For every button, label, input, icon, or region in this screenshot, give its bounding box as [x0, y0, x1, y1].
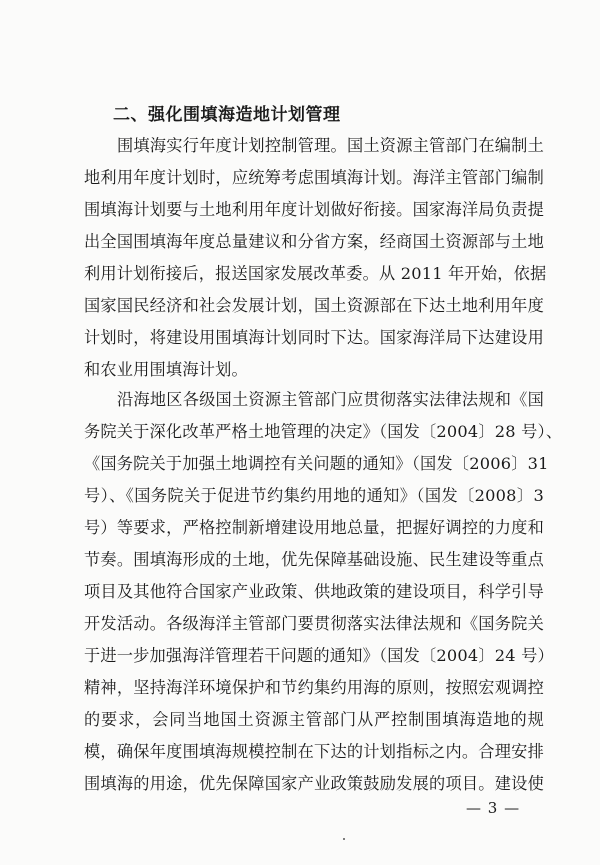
paragraph-1-line-5: 利用计划衔接后，报送国家发展改革委。从 2011 年开始，依据 — [84, 264, 547, 283]
page-number: — 3 — — [466, 799, 521, 817]
paragraph-2-line-8: 开发活动。各级海洋主管部门要贯彻落实法律法规和《国务院关 — [84, 614, 544, 633]
paragraph-1-line-3: 围填海计划要与土地利用年度计划做好衔接。国家海洋局负责提 — [84, 200, 544, 219]
paragraph-1-line-2: 地利用年度计划时，应统筹考虑围填海计划。海洋主管部门编制 — [84, 168, 544, 187]
scan-speck — [343, 838, 345, 840]
paragraph-2-line-1: 沿海地区各级国土资源主管部门应贯彻落实法律法规和《国 — [117, 390, 544, 409]
paragraph-1-line-4: 出全国围填海年度总量建议和分省方案，经商国土资源部与土地 — [84, 232, 544, 251]
paragraph-2-line-10: 精神，坚持海洋环境保护和节约集约用海的原则，按照宏观调控 — [84, 678, 544, 697]
section-heading: 二、强化围填海造地计划管理 — [113, 105, 341, 125]
paragraph-1-line-7: 计划时，将建设用围填海计划同时下达。国家海洋局下达建设用 — [84, 328, 544, 347]
paragraph-2-line-9: 于进一步加强海洋管理若干问题的通知》（国发〔2004〕24 号） — [84, 646, 554, 665]
paragraph-2-line-4: 号）、《国务院关于促进节约集约用地的通知》（国发〔2008〕3 — [84, 486, 544, 505]
paragraph-1-line-8: 和农业用围填海计划。 — [84, 360, 248, 379]
paragraph-2-line-2: 务院关于深化改革严格土地管理的决定》（国发〔2004〕28 号）、 — [84, 422, 563, 441]
paragraph-2-line-3: 《国务院关于加强土地调控有关问题的通知》（国发〔2006〕31 — [84, 454, 549, 473]
paragraph-1-line-1: 围填海实行年度计划控制管理。国土资源主管部门在编制土 — [117, 136, 544, 155]
paragraph-1-line-6: 国家国民经济和社会发展计划，国土资源部在下达土地利用年度 — [84, 296, 544, 315]
paragraph-2-line-6: 节奏。围填海形成的土地，优先保障基础设施、民生建设等重点 — [84, 550, 544, 569]
paragraph-2-line-7: 项目及其他符合国家产业政策、供地政策的建设项目，科学引导 — [84, 582, 544, 601]
paragraph-2-line-12: 模，确保年度围填海规模控制在下达的计划指标之内。合理安排 — [84, 742, 544, 761]
paragraph-2-line-5: 号）等要求，严格控制新增建设用地总量，把握好调控的力度和 — [84, 518, 544, 537]
paragraph-2-line-13: 围填海的用途，优先保障国家产业政策鼓励发展的项目。建设使 — [84, 774, 544, 793]
paragraph-2-line-11: 的要求，会同当地国土资源主管部门从严控制围填海造地的规 — [84, 710, 544, 729]
